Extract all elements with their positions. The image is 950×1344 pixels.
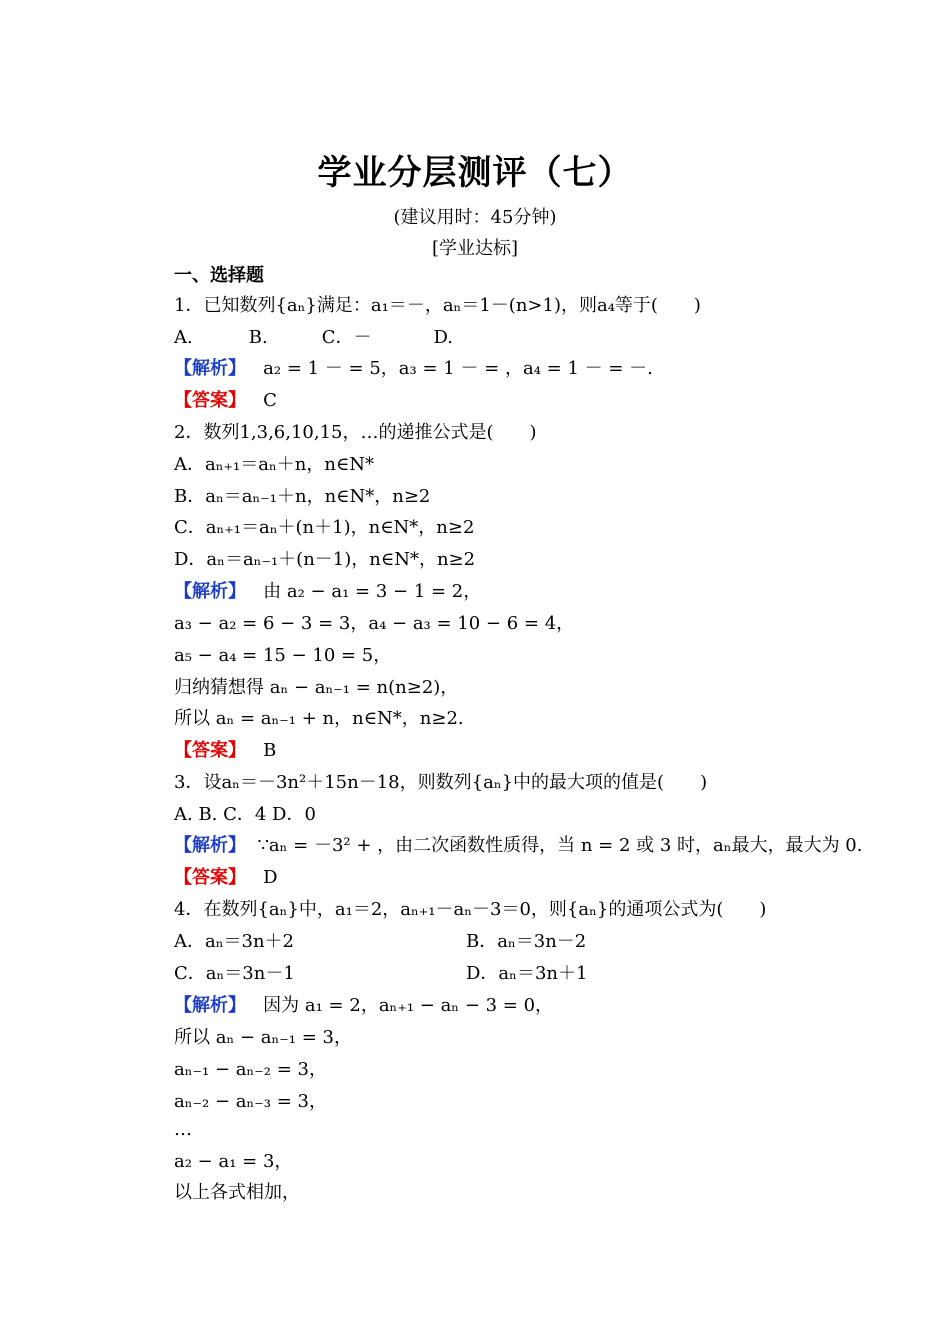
question-3-analysis [174, 834, 862, 858]
analysis-line: 以上各式相加， [174, 1182, 300, 1203]
section-heading: 一、选择题 [174, 265, 264, 286]
page-title: 学业分层测评（七） [317, 153, 633, 193]
analysis-line: aₙ₋₁ − aₙ₋₂ = 3， [174, 1059, 327, 1080]
question-4-analysis [174, 994, 553, 1018]
question-1-choices [174, 326, 453, 350]
analysis-line: a₃ − a₂ = 6 − 3 = 3，a₄ − a₃ = 10 − 6 = 4， [174, 613, 575, 634]
analysis-line: a₅ − a₄ = 15 − 10 = 5， [174, 645, 392, 666]
analysis-text: a₂ = 1 － = 5，a₃ = 1 － = ，a₄ = 1 － = －. [263, 358, 653, 379]
question-2-stem: 2．数列1,3,6,10,15，…的递推公式是( ) [174, 422, 537, 443]
analysis-tag: 【解析】 [174, 581, 246, 602]
choice-b: B. [248, 327, 268, 348]
analysis-line: a₂ − a₁ = 3， [174, 1151, 293, 1172]
analysis-line: 因为 a₁ = 2，aₙ₊₁ − aₙ − 3 = 0， [263, 995, 554, 1016]
answer-tag: 【答案】 [174, 867, 246, 888]
analysis-line: 由 a₂ − a₁ = 3 − 1 = 2， [263, 581, 482, 602]
question-2-choice-c: C．aₙ₊₁＝aₙ＋(n＋1)，n∈N*，n≥2 [174, 517, 475, 538]
choice-d: D. [433, 327, 453, 348]
answer-text: C [263, 390, 277, 411]
analysis-line: 所以 aₙ − aₙ₋₁ = 3， [174, 1027, 352, 1048]
analysis-line: … [174, 1119, 192, 1140]
analysis-tag: 【解析】 [174, 995, 246, 1016]
choice-a: A. [174, 327, 193, 348]
analysis-tag: 【解析】 [174, 835, 246, 856]
level-label: [学业达标] [431, 238, 519, 259]
question-3-answer [174, 866, 278, 890]
question-4-choice-b: B．aₙ＝3n－2 [466, 931, 587, 952]
question-4-choice-c: C．aₙ＝3n－1 [174, 963, 295, 984]
answer-tag: 【答案】 [174, 390, 246, 411]
question-4-choice-a: A．aₙ＝3n＋2 [174, 931, 295, 952]
question-2-answer [174, 739, 276, 763]
time-note: (建议用时：45分钟) [393, 207, 557, 228]
answer-text: D [263, 867, 278, 888]
answer-text: B [263, 740, 277, 761]
question-1-analysis [174, 357, 653, 381]
analysis-text: ∵aₙ = －3² + ，由二次函数性质得，当 n = 2 或 3 时，aₙ最大，最大为 0. [257, 835, 863, 856]
question-2-analysis [174, 580, 481, 604]
question-1-stem: 1．已知数列{aₙ}满足：a₁＝－，aₙ＝1－(n>1)，则a₄等于( ) [174, 295, 701, 316]
question-3-stem: 3．设aₙ＝－3n²＋15n－18，则数列{aₙ}中的最大项的值是( ) [174, 772, 708, 793]
analysis-line: 归纳猜想得 aₙ − aₙ₋₁ = n(n≥2)， [174, 677, 459, 698]
answer-tag: 【答案】 [174, 740, 246, 761]
question-2-choice-b: B．aₙ＝aₙ₋₁＋n，n∈N*，n≥2 [174, 486, 431, 507]
question-1-answer [174, 389, 277, 413]
question-4-choice-d: D．aₙ＝3n＋1 [466, 963, 588, 984]
question-2-choice-a: A．aₙ₊₁＝aₙ＋n，n∈N* [174, 454, 375, 475]
question-3-choices: A. B. C．4 D．0 [174, 804, 316, 825]
analysis-line: aₙ₋₂ − aₙ₋₃ = 3， [174, 1091, 327, 1112]
analysis-tag: 【解析】 [174, 358, 246, 379]
choice-c: C．－ [321, 327, 372, 348]
question-4-stem: 4．在数列{aₙ}中，a₁＝2，aₙ₊₁－aₙ－3＝0，则{aₙ}的通项公式为( ) [174, 899, 767, 920]
question-2-choice-d: D．aₙ＝aₙ₋₁＋(n－1)，n∈N*，n≥2 [174, 549, 476, 570]
analysis-line: 所以 aₙ = aₙ₋₁ + n，n∈N*，n≥2. [174, 708, 464, 729]
